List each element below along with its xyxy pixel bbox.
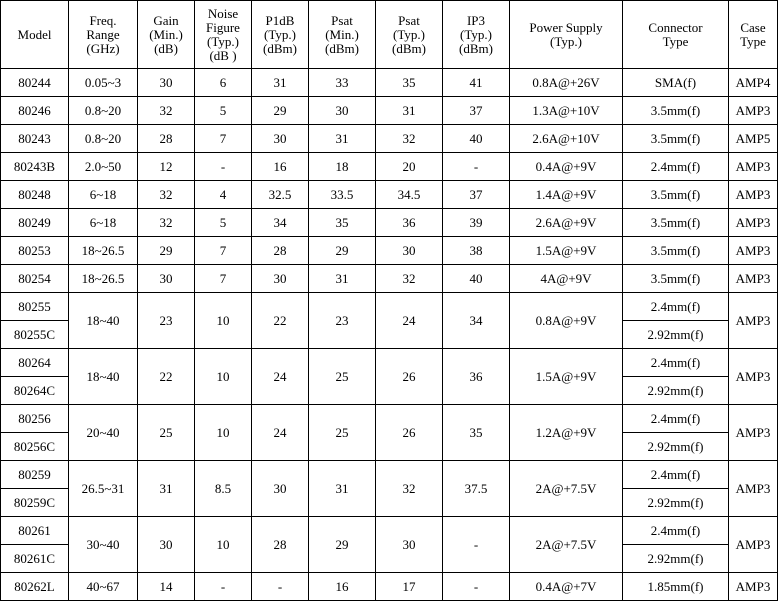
ip3-cell: 41 [443, 69, 510, 97]
header-psat-min [309, 1, 376, 69]
case-type-cell: AMP3 [729, 293, 778, 349]
header-line: Power Supply [529, 19, 603, 35]
header-line: Type [662, 33, 689, 49]
psat-min-cell: 31 [309, 125, 376, 153]
model-cell: 80246 [1, 97, 69, 125]
header-line: Figure [206, 19, 240, 35]
freq-range-cell: 2.0~50 [69, 153, 138, 181]
header-line: IP3 [466, 12, 486, 28]
ip3-cell: 36 [443, 349, 510, 405]
model-cell: 80262L [1, 573, 69, 601]
table-row [1, 461, 778, 489]
noise-figure-cell: 10 [195, 517, 252, 573]
ip3-cell: 37 [443, 97, 510, 125]
p1db-cell: 30 [252, 265, 309, 293]
gain-cell: 31 [138, 461, 195, 517]
header-line: (Typ.) [264, 26, 296, 42]
psat-min-cell: 25 [309, 405, 376, 461]
header-line: (Typ.) [460, 26, 492, 42]
connector-cell: 2.92mm(f) [623, 489, 729, 517]
connector-cell: 2.92mm(f) [623, 545, 729, 573]
header-line: (dBm) [392, 40, 426, 56]
table-body [1, 69, 778, 601]
psat-min-cell: 33.5 [309, 181, 376, 209]
connector-cell: 2.92mm(f) [623, 433, 729, 461]
model-cell: 80255 [1, 293, 69, 321]
case-type-cell: AMP3 [729, 181, 778, 209]
gain-cell: 12 [138, 153, 195, 181]
noise-figure-cell: 7 [195, 237, 252, 265]
gain-cell: 14 [138, 573, 195, 601]
ip3-cell: - [443, 153, 510, 181]
psat-min-cell: 25 [309, 349, 376, 405]
ip3-cell: 38 [443, 237, 510, 265]
psat-min-cell: 31 [309, 265, 376, 293]
header-model [1, 1, 69, 69]
p1db-cell: 22 [252, 293, 309, 349]
case-type-cell: AMP3 [729, 209, 778, 237]
connector-cell: 3.5mm(f) [623, 125, 729, 153]
header-psat-typ [376, 1, 443, 69]
freq-range-cell: 0.8~20 [69, 125, 138, 153]
connector-cell: 2.92mm(f) [623, 377, 729, 405]
p1db-cell: - [252, 573, 309, 601]
psat-min-cell: 29 [309, 517, 376, 573]
model-cell: 80261C [1, 545, 69, 573]
gain-cell: 32 [138, 97, 195, 125]
header-line: Connector [648, 19, 703, 35]
case-type-cell: AMP3 [729, 461, 778, 517]
table-row [1, 265, 778, 293]
header-power-supply [510, 1, 623, 69]
header-freq-range [69, 1, 138, 69]
model-cell: 80253 [1, 237, 69, 265]
noise-figure-cell: 10 [195, 293, 252, 349]
psat-typ-cell: 30 [376, 517, 443, 573]
noise-figure-cell: 7 [195, 125, 252, 153]
gain-cell: 30 [138, 517, 195, 573]
power-supply-cell: 2.6A@+9V [510, 209, 623, 237]
model-cell: 80255C [1, 321, 69, 349]
header-line: Gain [153, 12, 179, 28]
connector-cell: 2.4mm(f) [623, 517, 729, 545]
header-line: Model [17, 26, 52, 42]
p1db-cell: 30 [252, 125, 309, 153]
header-gain [138, 1, 195, 69]
gain-cell: 30 [138, 69, 195, 97]
ip3-cell: - [443, 517, 510, 573]
noise-figure-cell: - [195, 573, 252, 601]
psat-typ-cell: 32 [376, 265, 443, 293]
gain-cell: 25 [138, 405, 195, 461]
model-cell: 80243 [1, 125, 69, 153]
freq-range-cell: 6~18 [69, 209, 138, 237]
model-cell: 80256C [1, 433, 69, 461]
power-supply-cell: 1.5A@+9V [510, 237, 623, 265]
connector-cell: 2.4mm(f) [623, 349, 729, 377]
connector-cell: 2.4mm(f) [623, 405, 729, 433]
table-row [1, 97, 778, 125]
header-case-type [729, 1, 778, 69]
ip3-cell: 34 [443, 293, 510, 349]
header-p1db [252, 1, 309, 69]
power-supply-cell: 1.4A@+9V [510, 181, 623, 209]
header-line: P1dB [265, 12, 295, 28]
psat-typ-cell: 31 [376, 97, 443, 125]
p1db-cell: 28 [252, 517, 309, 573]
p1db-cell: 30 [252, 461, 309, 517]
case-type-cell: AMP5 [729, 125, 778, 153]
table-row [1, 69, 778, 97]
power-supply-cell: 4A@+9V [510, 265, 623, 293]
p1db-cell: 32.5 [252, 181, 309, 209]
psat-typ-cell: 32 [376, 461, 443, 517]
noise-figure-cell: 10 [195, 405, 252, 461]
psat-typ-cell: 17 [376, 573, 443, 601]
psat-typ-cell: 26 [376, 349, 443, 405]
gain-cell: 30 [138, 265, 195, 293]
power-supply-cell: 0.4A@+9V [510, 153, 623, 181]
model-cell: 80243B [1, 153, 69, 181]
case-type-cell: AMP3 [729, 237, 778, 265]
p1db-cell: 24 [252, 349, 309, 405]
model-cell: 80249 [1, 209, 69, 237]
psat-typ-cell: 24 [376, 293, 443, 349]
ip3-cell: 37 [443, 181, 510, 209]
gain-cell: 32 [138, 181, 195, 209]
power-supply-cell: 1.3A@+10V [510, 97, 623, 125]
psat-typ-cell: 34.5 [376, 181, 443, 209]
connector-cell: 2.4mm(f) [623, 293, 729, 321]
connector-cell: SMA(f) [623, 69, 729, 97]
freq-range-cell: 26.5~31 [69, 461, 138, 517]
table-row [1, 237, 778, 265]
header-line: Freq. [89, 12, 117, 28]
psat-min-cell: 30 [309, 97, 376, 125]
p1db-cell: 34 [252, 209, 309, 237]
psat-min-cell: 29 [309, 237, 376, 265]
case-type-cell: AMP3 [729, 265, 778, 293]
noise-figure-cell: 5 [195, 209, 252, 237]
freq-range-cell: 18~26.5 [69, 265, 138, 293]
connector-cell: 3.5mm(f) [623, 181, 729, 209]
p1db-cell: 31 [252, 69, 309, 97]
header-line: Psat [398, 12, 420, 28]
psat-typ-cell: 30 [376, 237, 443, 265]
power-supply-cell: 2A@+7.5V [510, 461, 623, 517]
header-line: (GHz) [86, 40, 120, 56]
psat-min-cell: 31 [309, 461, 376, 517]
power-supply-cell: 2.6A@+10V [510, 125, 623, 153]
table-row [1, 153, 778, 181]
connector-cell: 2.4mm(f) [623, 153, 729, 181]
freq-range-cell: 30~40 [69, 517, 138, 573]
case-type-cell: AMP3 [729, 517, 778, 573]
connector-cell: 3.5mm(f) [623, 209, 729, 237]
gain-cell: 23 [138, 293, 195, 349]
header-line: (Typ.) [550, 33, 582, 49]
ip3-cell: 39 [443, 209, 510, 237]
header-line: (dB ) [209, 47, 237, 63]
ip3-cell: 37.5 [443, 461, 510, 517]
table-row [1, 405, 778, 433]
power-supply-cell: 0.4A@+7V [510, 573, 623, 601]
connector-cell: 3.5mm(f) [623, 97, 729, 125]
psat-typ-cell: 35 [376, 69, 443, 97]
psat-min-cell: 35 [309, 209, 376, 237]
ip3-cell: 40 [443, 125, 510, 153]
power-supply-cell: 1.5A@+9V [510, 349, 623, 405]
case-type-cell: AMP3 [729, 97, 778, 125]
model-cell: 80248 [1, 181, 69, 209]
psat-min-cell: 16 [309, 573, 376, 601]
gain-cell: 29 [138, 237, 195, 265]
power-supply-cell: 0.8A@+26V [510, 69, 623, 97]
header-line: (dBm) [459, 40, 493, 56]
connector-cell: 2.4mm(f) [623, 461, 729, 489]
header-connector-type [623, 1, 729, 69]
case-type-cell: AMP3 [729, 573, 778, 601]
model-cell: 80256 [1, 405, 69, 433]
connector-cell: 3.5mm(f) [623, 265, 729, 293]
freq-range-cell: 6~18 [69, 181, 138, 209]
connector-cell: 2.92mm(f) [623, 321, 729, 349]
noise-figure-cell: - [195, 153, 252, 181]
noise-figure-cell: 8.5 [195, 461, 252, 517]
header-line: (dBm) [325, 40, 359, 56]
psat-typ-cell: 32 [376, 125, 443, 153]
table-row [1, 209, 778, 237]
case-type-cell: AMP4 [729, 69, 778, 97]
model-cell: 80259C [1, 489, 69, 517]
noise-figure-cell: 7 [195, 265, 252, 293]
table-row [1, 125, 778, 153]
table-row [1, 517, 778, 545]
psat-min-cell: 23 [309, 293, 376, 349]
model-cell: 80244 [1, 69, 69, 97]
case-type-cell: AMP3 [729, 153, 778, 181]
header-line: (Min.) [149, 26, 183, 42]
ip3-cell: 40 [443, 265, 510, 293]
gain-cell: 28 [138, 125, 195, 153]
table-row [1, 181, 778, 209]
case-type-cell: AMP3 [729, 405, 778, 461]
freq-range-cell: 20~40 [69, 405, 138, 461]
psat-min-cell: 18 [309, 153, 376, 181]
noise-figure-cell: 10 [195, 349, 252, 405]
p1db-cell: 29 [252, 97, 309, 125]
noise-figure-cell: 5 [195, 97, 252, 125]
freq-range-cell: 40~67 [69, 573, 138, 601]
p1db-cell: 24 [252, 405, 309, 461]
header-line: Range [86, 26, 120, 42]
model-cell: 80264C [1, 377, 69, 405]
noise-figure-cell: 6 [195, 69, 252, 97]
header-line: (dB) [154, 40, 178, 56]
header-line: Noise [207, 5, 239, 21]
power-supply-cell: 2A@+7.5V [510, 517, 623, 573]
header-row [1, 1, 778, 69]
header-line: Type [740, 33, 766, 49]
gain-cell: 32 [138, 209, 195, 237]
power-supply-cell: 1.2A@+9V [510, 405, 623, 461]
model-cell: 80261 [1, 517, 69, 545]
header-noise-figure [195, 1, 252, 69]
freq-range-cell: 18~40 [69, 293, 138, 349]
table-row [1, 293, 778, 321]
p1db-cell: 28 [252, 237, 309, 265]
freq-range-cell: 18~40 [69, 349, 138, 405]
ip3-cell: 35 [443, 405, 510, 461]
header-line: (Min.) [325, 26, 359, 42]
freq-range-cell: 0.05~3 [69, 69, 138, 97]
freq-range-cell: 0.8~20 [69, 97, 138, 125]
gain-cell: 22 [138, 349, 195, 405]
model-cell: 80254 [1, 265, 69, 293]
psat-typ-cell: 26 [376, 405, 443, 461]
freq-range-cell: 18~26.5 [69, 237, 138, 265]
header-ip3 [443, 1, 510, 69]
model-cell: 80259 [1, 461, 69, 489]
header-line: (Typ.) [393, 26, 425, 42]
ip3-cell: - [443, 573, 510, 601]
psat-typ-cell: 36 [376, 209, 443, 237]
table-row [1, 573, 778, 601]
case-type-cell: AMP3 [729, 349, 778, 405]
table-row [1, 349, 778, 377]
header-line: (Typ.) [207, 33, 239, 49]
p1db-cell: 16 [252, 153, 309, 181]
noise-figure-cell: 4 [195, 181, 252, 209]
header-line: Case [740, 19, 766, 35]
connector-cell: 3.5mm(f) [623, 237, 729, 265]
connector-cell: 1.85mm(f) [623, 573, 729, 601]
header-line: Psat [331, 12, 353, 28]
psat-min-cell: 33 [309, 69, 376, 97]
power-supply-cell: 0.8A@+9V [510, 293, 623, 349]
psat-typ-cell: 20 [376, 153, 443, 181]
header-line: (dBm) [263, 40, 297, 56]
model-cell: 80264 [1, 349, 69, 377]
